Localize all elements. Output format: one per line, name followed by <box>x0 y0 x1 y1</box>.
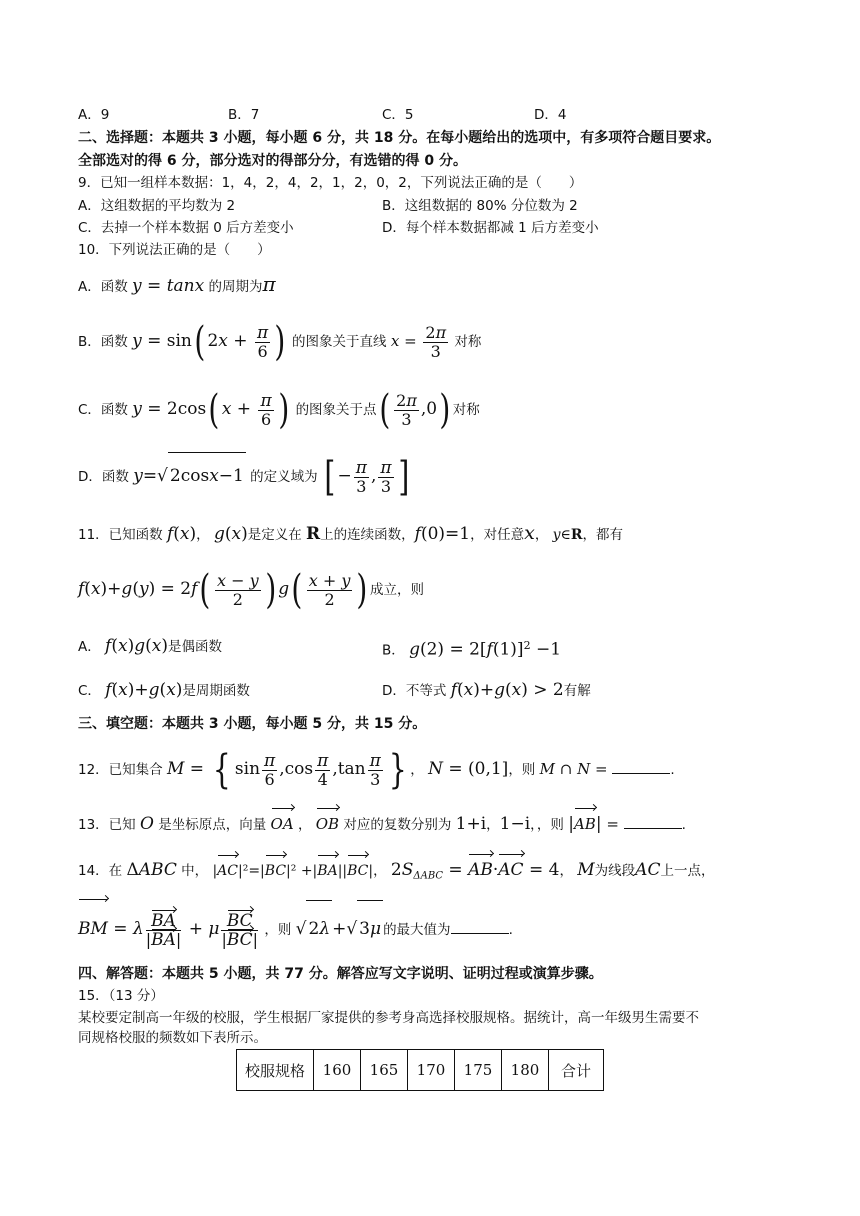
q10-option-b: B．函数 y = sin( 2x + $\frac{\pi}{6}$ ) 的图象关于直线 x = $\frac{2\pi}{3}$ 对称 <box>78 319 482 365</box>
q14-line2-post: 的最大值为 <box>383 922 451 938</box>
q8-option-b: B．7 <box>228 107 260 123</box>
table-header-size: 校服规格 <box>237 1050 314 1091</box>
q11-d-pre: D．不等式 <box>382 683 447 699</box>
q13: 13．已知 O 是坐标原点，向量 OA ， OB 对应的复数分别为 1+i，1−i，，则 |AB| = . <box>78 810 686 839</box>
q12: 12．已知集合 M = { sin $\frac{\pi}{6}$ ,cos $\frac{\pi}{4}$ ,tan $\frac{\pi}{3}$ } ， N = (0,1]，则 M ∩ N = . <box>78 747 675 793</box>
q10-b-pre: B．函数 <box>78 334 128 350</box>
q10-c-pre: C．函数 <box>78 402 128 418</box>
table-header-175: 175 <box>455 1050 502 1091</box>
table-row <box>237 1050 604 1091</box>
q11-stem-R: R <box>306 524 321 544</box>
q10-b-post: 对称 <box>454 334 482 350</box>
q13-mid3: ，则 <box>536 817 564 833</box>
q13-mid2: 对应的复数分别为 <box>343 817 452 833</box>
q10-stem: 10．下列说法正确的是（ ） <box>78 242 271 258</box>
table-header-170: 170 <box>408 1050 455 1091</box>
q11-c-post: 是周期函数 <box>182 683 250 699</box>
q10-d-mid: 的定义域为 <box>250 469 318 485</box>
q14-mid2: 为线段 <box>594 863 636 879</box>
q10-a-pre: A．函数 <box>78 279 128 295</box>
q10-c-mid: 的图象关于点 <box>295 402 377 418</box>
q11-d-post: 有解 <box>563 683 591 699</box>
q12-pre: 12．已知集合 <box>78 762 163 778</box>
q15-line1: 某校要定制高一年级的校服，学生根据厂家提供的参考身高选择校服规格。据统计，高一年级男生需要不 <box>78 1010 699 1026</box>
section2-heading-line2: 全部选对的得 6 分，部分选对的得部分分，有选错的得 0 分。 <box>78 153 467 169</box>
q11-b-label: B． <box>382 642 405 659</box>
q14-line2: BM = λ $\frac{BA}{|BA|}$ + μ $\frac{BC}{|BC|}$ ，则 √ 2λ +√ 3μ 的最大值为 . <box>78 900 513 958</box>
section4-heading: 四、解答题：本题共 5 小题，共 77 分。解答应写文字说明、证明过程或演算步骤。 <box>78 966 603 982</box>
q9-option-c: C．去掉一个样本数据 0 后方差变小 <box>78 220 294 236</box>
q14-mid1: 中， <box>181 863 209 879</box>
q14-line1: 14．在 ΔABC 中， |AC|²=|BC|² +|BA||BC|， $2S_{\Delta ABC} = AB\cdot AC = 4$， M为线段AC上一点， <box>78 856 714 891</box>
table-header-165: 165 <box>361 1050 408 1091</box>
q14-line2-mid: ，则 <box>264 922 292 938</box>
uniform-size-table <box>236 1049 604 1091</box>
q8-option-d: D．4 <box>534 107 567 123</box>
q11-stem-post: ，都有 <box>582 527 624 543</box>
q10-a-mid: 的周期为 <box>208 279 263 295</box>
q11-c-label: C． <box>78 683 101 699</box>
q9-option-b: B．这组数据的 80% 分位数为 2 <box>382 198 578 214</box>
q10-option-a <box>78 272 276 299</box>
q8-option-a: A．9 <box>78 107 110 123</box>
q14-mid3: 上一点， <box>660 863 715 879</box>
q11-stem-mid3: ，对任意 <box>470 527 525 543</box>
q10-option-c: C．函数 y = 2cos( x + $\frac{\pi}{6}$ ) 的图象关于点( $\frac{2\pi}{3}$ ,0) 对称 <box>78 387 480 433</box>
q11-line2-post: 成立，则 <box>370 582 424 598</box>
table-header-160: 160 <box>314 1050 361 1091</box>
q9-stem: 9．已知一组样本数据：1，4，2，4，2，1，2，0，2，下列说法正确的是（ ） <box>78 175 583 191</box>
table-header-180: 180 <box>502 1050 549 1091</box>
q11-stem: 11．已知函数 f(x)， g(x)是定义在 R上的连续函数，f(0)=1，对任意x， y∈R，都有 <box>78 522 624 544</box>
q11-stem-mid: 是定义在 <box>247 527 302 543</box>
section2-heading-line1: 二、选择题：本题共 3 小题，每小题 6 分，共 18 分。在每小题给出的选项中，有多项符合题目要求。 <box>78 130 721 146</box>
q14-pre: 14．在 <box>78 863 123 879</box>
q15-line2: 同规格校服的频数如下表所示。 <box>78 1030 267 1046</box>
q11-option-d: D．不等式 f(x)+g(x) > 2有解 <box>382 680 591 700</box>
q9-option-a: A．这组数据的平均数为 2 <box>78 198 236 214</box>
q11-option-a: A． f(x)g(x)是偶函数 <box>78 636 222 656</box>
q11-option-b: B． $g(2) = 2[f(1)]^2 -1$ <box>382 639 562 660</box>
q11-equation: f(x)+g(y) = 2f( $\frac{x - y}{2}$ ) g( $\frac{x + y}{2}$ ) 成立，则 <box>78 567 424 613</box>
q11-option-c: C． f(x)+g(x)是周期函数 <box>78 680 250 700</box>
q10-option-d: D．函数 y=√ 2cosx−1 的定义域为 [ − $\frac{\pi}{3}$ , $\frac{\pi}{3}$ ] <box>78 454 409 500</box>
q10-c-post: 对称 <box>452 402 480 418</box>
q15-head: 15．（13 分） <box>78 988 164 1004</box>
section3-heading: 三、填空题：本题共 3 小题，每小题 5 分，共 15 分。 <box>78 716 427 732</box>
q12-mid: ，则 <box>508 762 536 778</box>
q11-a-label: A． <box>78 639 101 655</box>
q11-a-post: 是偶函数 <box>167 639 222 655</box>
table-header-total: 合计 <box>549 1050 604 1091</box>
q8-option-c: C．5 <box>382 107 414 123</box>
q11-stem-mid2: 上的连续函数， <box>320 527 415 543</box>
q10-a-pi: π <box>262 272 276 296</box>
q13-mid1: 是坐标原点，向量 <box>158 817 267 833</box>
q9-option-d: D．每个样本数据都减 1 后方差变小 <box>382 220 599 236</box>
q10-a-expr: y = tanx <box>132 276 205 296</box>
q10-d-pre: D．函数 <box>78 469 129 485</box>
q13-pre: 13．已知 <box>78 817 136 833</box>
q10-b-mid: 的图象关于直线 <box>292 334 387 350</box>
q11-stem-pre: 11．已知函数 <box>78 527 163 543</box>
